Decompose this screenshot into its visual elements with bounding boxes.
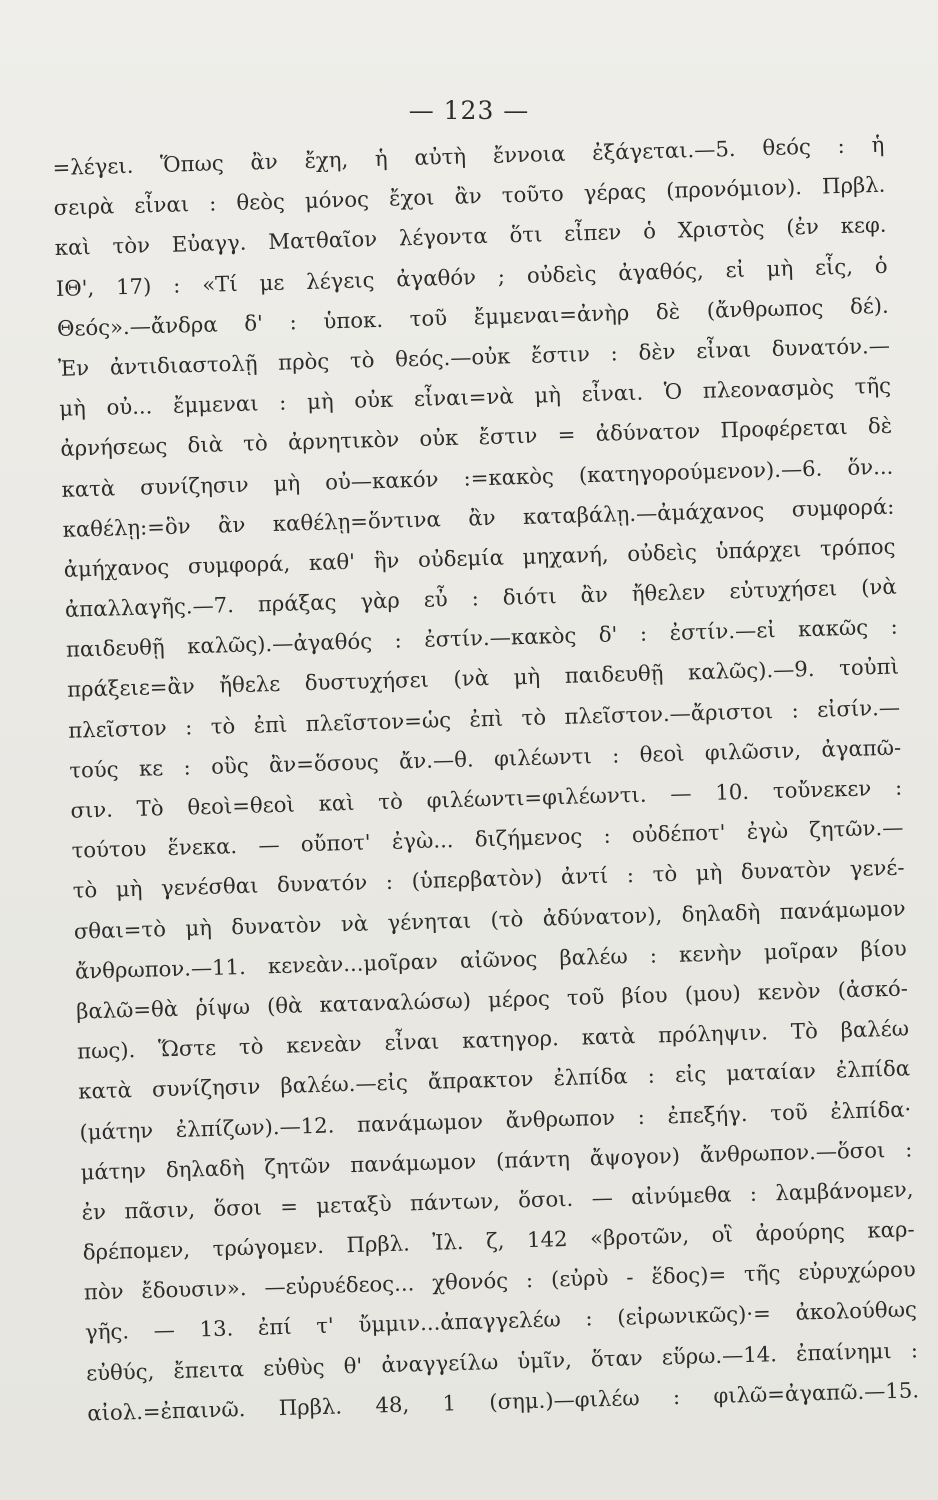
text-line: σειρὰ εἶναι : θεὸς μόνος ἔχοι ἂν τοῦτο γέρας (προνόμιον). Πρβλ. — [53, 171, 886, 221]
text-line: πλεῖστον : τὸ ἐπὶ πλεῖστον=ὡς ἐπὶ τὸ πλεῖστον.—ἄριστοι : εἰσίν.— — [67, 694, 901, 743]
text-line: τούτου ἕνεκα. — οὔποτ' ἐγὼ... διζήμενος : οὐδέποτ' ἐγὼ ζητῶν.— — [71, 814, 904, 863]
text-line: ἀπαλλαγῆς.—7. πράξας γὰρ εὖ : διότι ἂν ἤθελεν εὐτυχήσει (νὰ — [64, 573, 897, 622]
text-line: Θεός».—ἄνδρα δ' : ὑποκ. τοῦ ἔμμεναι=ἀνὴρ δὲ (ἄνθρωπος δέ). — [56, 292, 890, 341]
text-line: εὐθύς, ἔπειτα εὐθὺς θ' ἀναγγείλω ὑμῖν, ὅταν εὕρω.—14. ἐπαίνημι : — [85, 1336, 919, 1386]
text-line: βαλῶ=θὰ ῥίψω (θὰ καταναλώσω) μέρος τοῦ βίου (μου) κενὸν (ἀσκό- — [75, 975, 909, 1024]
text-line: καθέλῃ:=ὃν ἂν καθέλῃ=ὅντινα ἂν καταβάλῃ.—ἀμάχανος συμφορά: — [62, 493, 895, 542]
page-number: — 123 — — [408, 96, 530, 125]
text-line: αἰολ.=ἐπαινῶ. Πρβλ. 48, 1 (σημ.)—φιλέω : φιλῶ=ἀγαπῶ.—15. — [86, 1377, 920, 1426]
text-line: κατὰ συνίζησιν βαλέω.—εἰς ἄπρακτον ἐλπίδα : εἰς ματαίαν ἐλπίδα — [78, 1055, 911, 1104]
text-line: δρέπομεν, τρώγομεν. Πρβλ. Ἰλ. ζ, 142 «βροτῶν, οἳ ἀρούρης καρ- — [82, 1216, 915, 1265]
commentary-text-block — [52, 125, 920, 1434]
text-line: =λέγει. Ὅπως ἂν ἔχη, ἡ αὐτὴ ἔννοια ἐξάγεται.—5. θεός : ἡ — [52, 131, 885, 180]
text-line: ἄνθρωπον.—11. κενεὰν...μοῖραν αἰῶνος βαλέω : κενὴν μοῖραν βίου — [74, 935, 908, 984]
text-line: πράξειε=ἂν ἤθελε δυστυχήσει (νὰ μὴ παιδευθῇ καλῶς).—9. τοὐπὶ — [66, 654, 900, 703]
text-line: πὸν ἔδουσιν». —εὐρυέδεος... χθονός : (εὐρὺ - ἕδος)= τῆς εὐρυχώρου — [83, 1256, 916, 1305]
text-line: πως). Ὥστε τὸ κενεὰν εἶναι κατηγορ. κατὰ πρόληψιν. Τὸ βαλέω — [76, 1015, 910, 1064]
text-line: ἀμήχανος συμφορά, καθ' ἣν οὐδεμία μηχανή, οὐδεὶς ὑπάρχει τρόπος — [63, 533, 896, 582]
text-line: ἀρνήσεως διὰ τὸ ἀρνητικὸν οὐκ ἔστιν = ἀδύνατον Προφέρεται δὲ — [60, 412, 893, 462]
text-line: (μάτην ἐλπίζων).—12. πανάμωμον ἄνθρωπον : ἐπεξήγ. τοῦ ἐλπίδα· — [79, 1095, 912, 1145]
text-line: τὸ μὴ γενέσθαι δυνατόν : (ὑπερβατὸν) ἀντί : τὸ μὴ δυνατὸν γενέ- — [72, 854, 905, 904]
text-line: σιν. Τὸ θεοὶ=θεοὶ καὶ τὸ φιλέωντι=φιλέωντι. — 10. τοὔνεκεν : — [70, 774, 903, 823]
text-line: τούς κε : οὓς ἂν=ὅσους ἄν.—θ. φιλέωντι : θεοὶ φιλῶσιν, ἀγαπῶ- — [69, 734, 902, 783]
text-line: κατὰ συνίζησιν μὴ οὐ—κακόν :=κακὸς (κατηγορούμενον).—6. ὅν... — [61, 453, 894, 502]
text-line: σθαι=τὸ μὴ δυνατὸν νὰ γένηται (τὸ ἀδύνατον), δηλαδὴ πανάμωμον — [73, 895, 906, 944]
text-line: Ἐν ἀντιδιαστολῇ πρὸς τὸ θεός.—οὐκ ἔστιν : δὲν εἶναι δυνατόν.— — [57, 332, 891, 381]
text-line: μάτην δηλαδὴ ζητῶν πανάμωμον (πάντη ἄψογον) ἄνθρωπον.—ὅσοι : — [80, 1136, 913, 1185]
text-line: μὴ οὐ... ἔμμεναι : μὴ οὐκ εἶναι=νὰ μὴ εἶναι. Ὁ πλεονασμὸς τῆς — [58, 372, 892, 422]
text-line: καὶ τὸν Εὐαγγ. Ματθαῖον λέγοντα ὅτι εἶπεν ὁ Χριστὸς (ἐν κεφ. — [54, 212, 887, 261]
text-line: παιδευθῇ καλῶς).—ἀγαθός : ἐστίν.—κακὸς δ' : ἐστίν.—εἰ κακῶς : — [65, 613, 899, 663]
text-line: ἐν πᾶσιν, ὅσοι = μεταξὺ πάντων, ὅσοι. — αἰνύμεθα : λαμβάνομεν, — [81, 1176, 914, 1225]
text-line: γῆς. — 13. ἐπί τ' ὔμμιν...ἀπαγγελέω : (εἰρωνικῶς)·= ἀκολούθως — [84, 1296, 918, 1345]
text-line: ΙΘ', 17) : «Τί με λέγεις ἀγαθόν ; οὐδεὶς ἀγαθός, εἰ μὴ εἷς, ὁ — [55, 252, 888, 301]
